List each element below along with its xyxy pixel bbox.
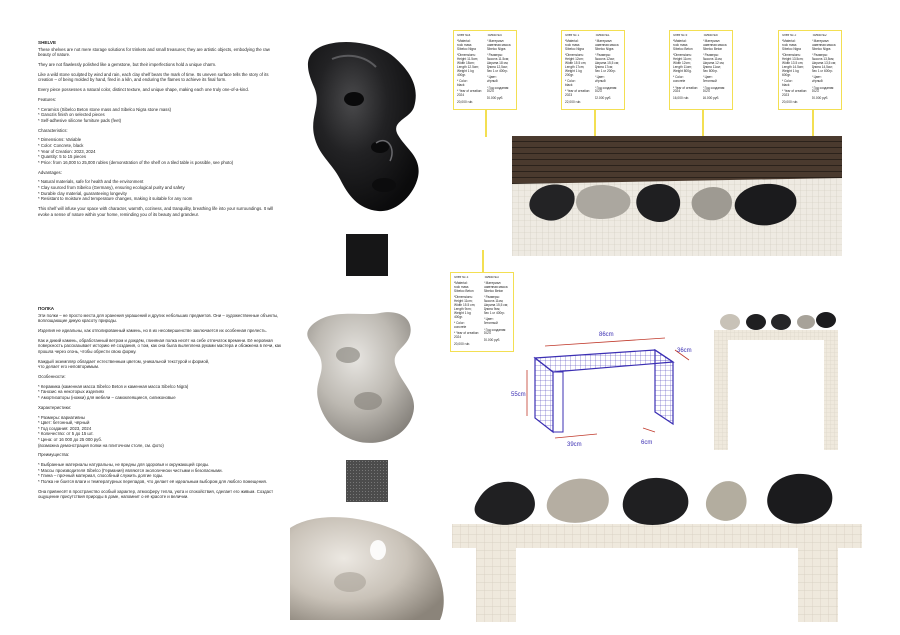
russian-paragraph: Она привнесёт в пространство особый характер, атмосферу тепла, уюта и спокойствия, сделает его живым. Создаст ощущение присутствия природы в доме, напомнит о её красоте и величии. — [38, 488, 274, 500]
card-price: 20,000 rub. — [454, 341, 471, 346]
english-description — [38, 40, 283, 221]
card-year: * Year of creation: 2024 — [454, 331, 480, 340]
card-title: Полка №1 — [594, 34, 610, 37]
card-material: * Материал: каменная масса Sibelco Beton — [483, 281, 508, 294]
shelf-card-4 — [453, 30, 517, 110]
sketch-width-label: 86cm — [599, 332, 614, 338]
card-dimensions: *Dimensions: Height 12cm; Width 15.5 cm; Length 17cm; Weight 1 kg 200gr. — [565, 53, 587, 77]
sketch-inner-label: 39cm — [567, 442, 582, 448]
card-price: 20.000 руб. — [483, 337, 501, 342]
shelf-card-5 — [669, 30, 733, 110]
card-dimensions: * Размеры: Высота 11.5см; Ширина 18 см; Длина 12,5см; Вес 1 кг 400гр. — [486, 53, 509, 74]
card-dimensions: *Dimensions: Height 11cm; Width 12cm; Length 11cm; Weight 800g. — [673, 53, 693, 74]
card-material: * Материал: каменная масса Sibelco Nigra — [594, 39, 619, 52]
russian-paragraph: * Размеры: вариативны * Цвет: бетонный, чёрный * Год создания: 2023, 2024 * Количество: от 5 до 15 шт. * Цена: от 16 000 до 25 000 руб. (возможна демонстрация полки на плиточном столе, см. фото) — [38, 414, 164, 448]
card-color: * Цвет: чёрный — [811, 75, 823, 84]
card-price: 16,000 rub. — [673, 95, 690, 100]
shelf-1-grey-photo — [576, 185, 630, 219]
connector-line — [482, 250, 484, 272]
card-year: * Year of creation: 2023 — [782, 89, 808, 98]
english-title: SHELVE — [38, 40, 57, 45]
concrete-stone-shelf-image — [292, 295, 452, 455]
card-title: Shelf № 5 — [673, 34, 688, 37]
card-year: * Year of creation: 2023 — [565, 89, 591, 98]
card-russian — [595, 34, 622, 106]
card-material: * Материал: каменная масса Sibelco Nigra — [811, 39, 836, 52]
shelf-card-2 — [778, 30, 842, 110]
card-title: Shelf № 3 — [454, 276, 469, 279]
card-price: 20,000 rub. — [457, 99, 474, 104]
card-english — [782, 34, 809, 106]
connector-line — [812, 110, 814, 137]
card-english — [454, 276, 481, 348]
card-dimensions: *Dimensions: Height 11.5cm; Width 18cm; Length 12.5cm; Weight 1 kg 400gr. — [457, 53, 479, 77]
card-material: *Material: rock mass Sibelco Beton — [454, 281, 474, 294]
sketch-height-label: 55cm — [511, 392, 526, 398]
card-title: Полка №2 — [811, 34, 827, 37]
english-paragraph: Every piece possesses a natural color, distinct texture, and unique shape, making each one truly one-of-a-kind. — [38, 87, 249, 93]
card-year: * Год создания: 2023 — [811, 85, 835, 94]
small-table-with-shelves-photo — [706, 300, 846, 450]
card-material: *Material: rock mass Sibelco Nigra — [565, 39, 584, 52]
card-price: 20.000 руб. — [486, 95, 504, 100]
card-year: * Year of creation: 2024 — [673, 85, 699, 94]
connector-line — [485, 110, 487, 137]
russian-paragraph: Эти полки – не просто места для хранения украшений и других небольших предметов. Они – художественные объекты, воплощающие дикую красоту природы. — [38, 312, 279, 324]
card-color: * Color: black — [782, 79, 793, 88]
card-year: * Год создания: 2024 — [483, 327, 507, 336]
card-russian — [703, 34, 730, 106]
russian-paragraph: Каждый экземпляр обладает естественным цветом, уникальной текстурой и формой, что делает его неповторимым. — [38, 358, 210, 370]
russian-paragraph: Преимущества: — [38, 452, 70, 458]
card-dimensions: *Dimensions: Height 11cm; Width 15.5 cm; Length 9cm; Weight 1 kg 400gr. — [454, 295, 476, 319]
card-english — [457, 34, 484, 106]
card-english — [673, 34, 700, 106]
card-price: 22,000 rub. — [565, 99, 582, 104]
card-year: * Year of creation: 2024 — [457, 89, 483, 98]
russian-paragraph: Характеристики: — [38, 404, 72, 410]
card-material: * Материал: каменная масса Sibelco Beton — [702, 39, 727, 52]
card-title: Shelf № 1 — [565, 34, 580, 37]
card-russian — [487, 34, 514, 106]
english-paragraph: This shelf will infuse your space with character, warmth, coziness, and tranquility, breathing life into your surroundings. It will evoke a sense of nature within your home, reminding you of its beauty and grandeur. — [38, 205, 274, 217]
card-material: * Материал: каменная масса Sibelco Nigra — [486, 39, 511, 52]
shelves-on-tiled-table-photo — [512, 136, 842, 256]
card-year: * Год создания: 2024 — [486, 85, 510, 94]
english-paragraph: * Dimensions: Variable * Color: Concrete, black * Year of Creation: 2023, 2024 * Quantity: 5 to 15 pieces * Price: from 16,000 to 25,000 rubles (demonstration of the shelf on a tiled table is possible, see photo) — [38, 137, 234, 165]
sketch-leg-label: 6cm — [641, 440, 653, 446]
card-material: *Material: rock mass Sibelco Nigra — [457, 39, 476, 52]
english-paragraph: * Ceramics (Sibelco Beton stone mass and Sibelco Nigra stone mass) * Ganozis finish on selected pieces * Self-adhesive silicone furniture pads (feet) — [38, 106, 172, 123]
card-price: 20.000 руб. — [811, 95, 829, 100]
english-paragraph: * Natural materials, safe for health and the environment * Clay sourced from Sibelco (Germany), ensuring ecological purity and safety * Durable clay material, guaranteeing longevity * Resistant to moisture and temperature changes, making it suitable for any room — [38, 179, 193, 202]
card-dimensions: * Размеры: Высота 11см; Ширина 15,5 см; Длина 9см; Вес 1 кг 400гр. — [483, 295, 508, 316]
card-title: Полка №5 — [702, 34, 718, 37]
english-paragraph: Advantages: — [38, 169, 62, 175]
card-title: Shelf № 2 — [782, 34, 797, 37]
card-year: * Год создания: 2023 — [594, 85, 618, 94]
connector-line — [702, 110, 704, 137]
card-material: *Material: rock mass Sibelco Nigra — [782, 39, 801, 52]
card-price: 16.000 руб. — [702, 95, 720, 100]
english-paragraph: These shelves are not mere storage solutions for trinkets and small treasures; they are artistic objects, embodying the raw beauty of nature. — [38, 46, 270, 58]
card-price: 20,000 rub. — [782, 99, 799, 104]
card-color: * Цвет: бетонный — [483, 317, 498, 326]
card-dimensions: *Dimensions: Height 13.5cm; Width 13.5 cm; Length 14.5cm; Weight 1 kg 600gr. — [782, 53, 804, 77]
card-price: 22.000 руб. — [594, 95, 612, 100]
russian-paragraph: Особенности: — [38, 374, 66, 380]
card-color: * Color: concrete — [454, 321, 467, 330]
russian-description — [38, 306, 283, 504]
russian-paragraph: Как и дикий камень, обработанный ветром и дождём, глиняная полка несёт на себе отпечаток времени. Её неровная поверхность рассказывает историю её создания, о том, как она была вылеплена руками мастера и обожжена в печи, как прошла через огонь, чтобы обрести свою форму. — [38, 337, 281, 354]
card-title: Полка №4 — [486, 34, 502, 37]
russian-paragraph: Изделия не идеальны, как отполированный камень, но в их несовершенстве заключается их особенная прелесть. — [38, 327, 267, 333]
card-dimensions: * Размеры: Высота 11см; Ширина 12 см; Длина 11см; Вес 800гр. — [702, 53, 725, 74]
card-russian — [812, 34, 839, 106]
concrete-texture-closeup-image — [290, 508, 450, 620]
card-color: * Color: concrete — [673, 75, 686, 84]
card-title: Shelf №4 — [457, 34, 471, 37]
connector-line — [594, 110, 596, 137]
large-table-with-shelves-photo — [452, 462, 862, 622]
card-year: * Год создания: 2024 — [702, 85, 726, 94]
table-dimensions-sketch — [505, 320, 705, 455]
russian-paragraph: * Выбранные материалы натуральны, не вредны для здоровья и окружающей среды. * Массы производителя Sibelco (Германия) являются экологически чистыми и безопасными. * Глина – прочный материал, способный служить долгие годы. * Полка не боится влаги и температурных перепадов, что делает её идеальным выбором для любого помещения. — [38, 462, 268, 484]
russian-title: ПОЛКА — [38, 306, 55, 311]
card-color: * Цвет: чёрный — [594, 75, 606, 84]
english-paragraph: Characteristics: — [38, 127, 68, 133]
concrete-color-swatch — [346, 460, 388, 502]
card-color: * Цвет: бетонный — [702, 75, 717, 84]
card-color: * Color: black — [457, 79, 468, 88]
black-stone-shelf-image — [292, 35, 452, 220]
russian-paragraph: * Керамика (каменная масса Sibelco Beton и каменная масса Sibelco Nigra) * Ганозис на некоторых изделиях * Амортизаторы (ножки) для мебели – самоклеящиеся, силиконовые — [38, 383, 189, 401]
card-color: * Цвет: чёрный — [486, 75, 498, 84]
english-paragraph: Like a wild stone sculpted by wind and rain, each clay shelf bears the mark of time. Its uneven surface tells the story of its creation – of being molded by hand, fired in a kiln, and enduring the flames to achieve its final form. — [38, 71, 269, 83]
card-english — [565, 34, 592, 106]
english-paragraph: They are not flawlessly polished like a gemstone, but their imperfections hold a unique charm. — [38, 61, 217, 67]
card-material: *Material: rock mass Sibelco Beton — [673, 39, 693, 52]
black-color-swatch — [346, 234, 388, 276]
card-title: Полка №3 — [483, 276, 499, 279]
sketch-depth-label: 36cm — [677, 348, 692, 354]
card-dimensions: * Размеры: Высота 12см; Ширина 15,5 см; Длина 17см; Вес 1 кг 200гр. — [594, 53, 619, 74]
english-paragraph: Features: — [38, 96, 57, 102]
card-dimensions: * Размеры: Высота 13,5см; Ширина 13,5 см; Длина 14,5см; Вес 1 кг 600гр. — [811, 53, 836, 74]
card-color: * Color: black — [565, 79, 576, 88]
shelf-card-1 — [561, 30, 625, 110]
